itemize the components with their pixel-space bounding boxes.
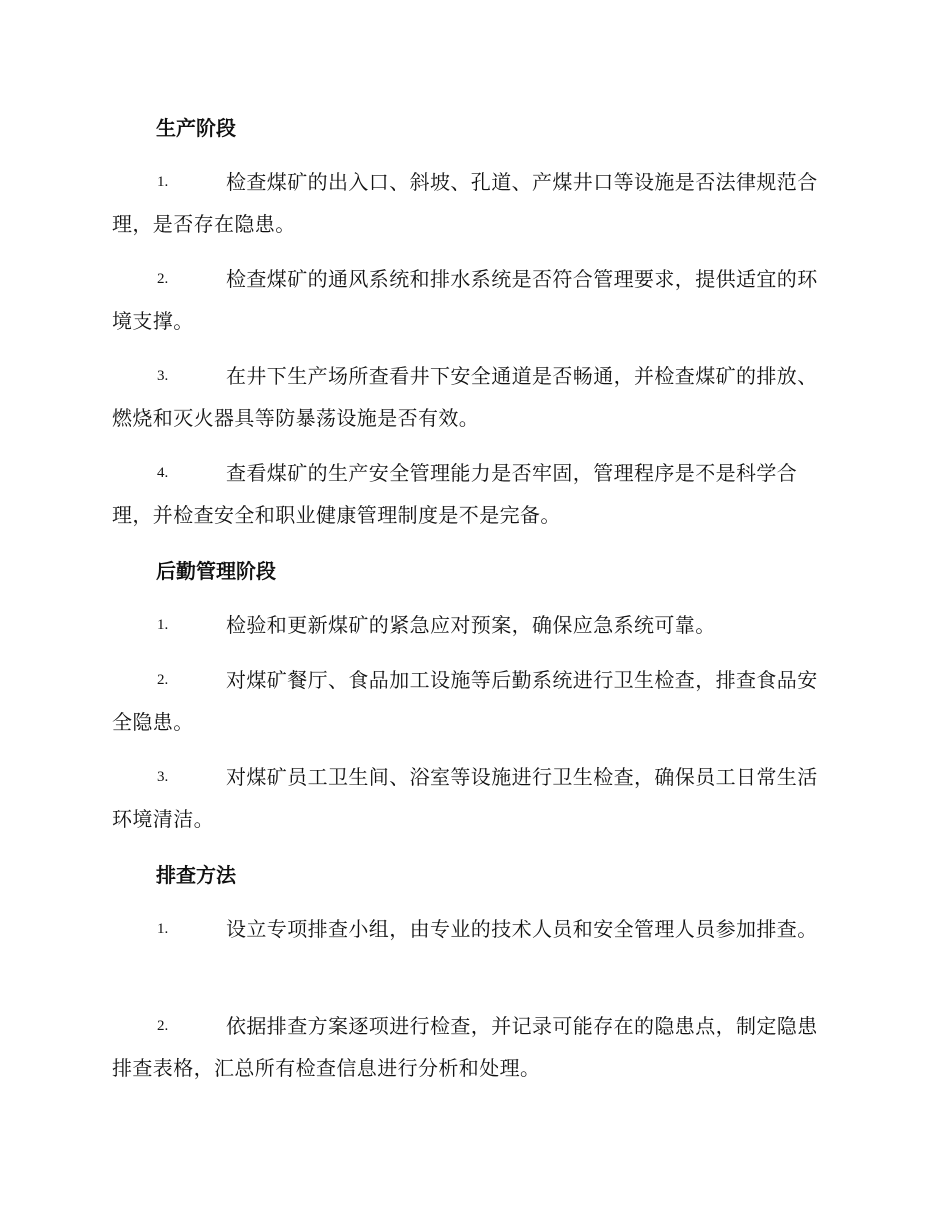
list-item-number: 3. bbox=[157, 769, 169, 785]
list-item-text: 检查煤矿的通风系统和排水系统是否符合管理要求，提供适宜的环境支撑。 bbox=[112, 267, 818, 333]
list-item-text: 对煤矿员工卫生间、浴室等设施进行卫生检查，确保员工日常生活环境清洁。 bbox=[112, 765, 818, 831]
list-item-text: 检查煤矿的出入口、斜坡、孔道、产煤井口等设施是否法律规范合理，是否存在隐患。 bbox=[112, 170, 818, 236]
list-item bbox=[112, 908, 837, 950]
list-item bbox=[112, 604, 837, 646]
list-item-text: 设立专项排查小组，由专业的技术人员和安全管理人员参加排查。 bbox=[226, 917, 818, 941]
list-item bbox=[112, 1005, 837, 1089]
list-item-text: 在井下生产场所查看井下安全通道是否畅通，并检查煤矿的排放、燃烧和灭火器具等防暴荡设施是否有效。 bbox=[112, 364, 818, 430]
list-item-number: 2. bbox=[157, 672, 169, 688]
list-item-number: 1. bbox=[157, 617, 169, 633]
list-item-number: 4. bbox=[157, 465, 169, 481]
list-item-text: 对煤矿餐厅、食品加工设施等后勤系统进行卫生检查，排查食品安全隐患。 bbox=[112, 668, 818, 734]
list-item-text: 检验和更新煤矿的紧急应对预案，确保应急系统可靠。 bbox=[226, 613, 716, 637]
list-item-number: 2. bbox=[157, 1018, 169, 1034]
list-item-text: 依据排查方案逐项进行检查，并记录可能存在的隐患点，制定隐患排查表格，汇总所有检查信息进行分析和处理。 bbox=[112, 1014, 818, 1080]
section-heading: 排查方法 bbox=[156, 863, 236, 887]
section-heading: 生产阶段 bbox=[156, 116, 236, 140]
list-item bbox=[112, 452, 837, 536]
list-item bbox=[112, 756, 837, 840]
section-heading: 后勤管理阶段 bbox=[156, 559, 276, 583]
list-item-number: 3. bbox=[157, 368, 169, 384]
list-item bbox=[112, 659, 837, 743]
list-item bbox=[112, 355, 837, 439]
list-item-number: 1. bbox=[157, 174, 169, 190]
list-item bbox=[112, 258, 837, 342]
list-item-number: 2. bbox=[157, 271, 169, 287]
list-item-text: 查看煤矿的生产安全管理能力是否牢固，管理程序是不是科学合理，并检查安全和职业健康管理制度是不是完备。 bbox=[112, 461, 798, 527]
list-item bbox=[112, 161, 837, 245]
list-item-number: 1. bbox=[157, 921, 169, 937]
